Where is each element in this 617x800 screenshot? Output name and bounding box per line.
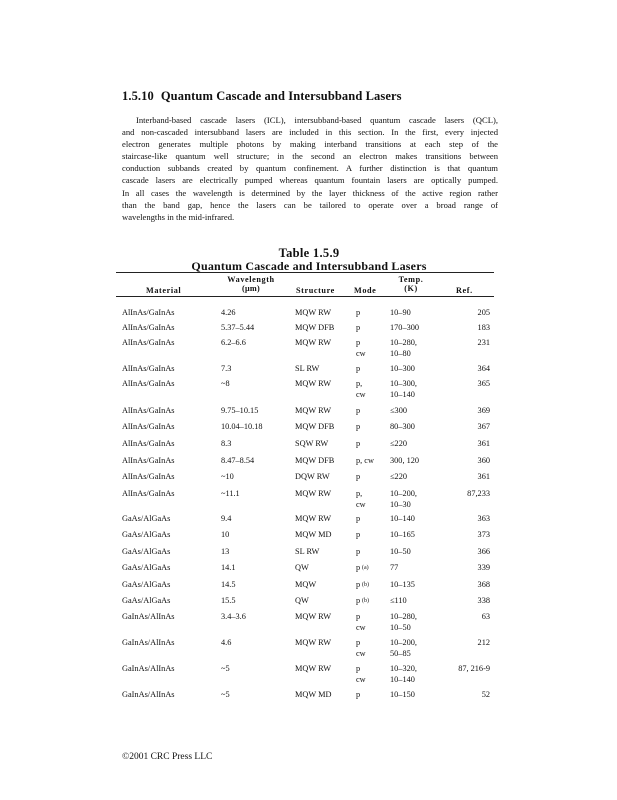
cell-structure: QW [295, 596, 309, 605]
cell-structure: MQW RW [295, 514, 332, 523]
intro-line: wavelengths in the mid-infrared. [122, 211, 235, 222]
cell-temp-secondary: 50–85 [390, 649, 411, 658]
header-temp-unit: (K) [404, 284, 418, 293]
cell-material: AlInAs/GaInAs [122, 308, 175, 317]
cell-mode: p [356, 439, 361, 448]
cell-mode-footnote: (b) [362, 582, 369, 588]
cell-structure: MQW MD [295, 690, 332, 699]
cell-ref: 212 [477, 638, 490, 647]
header-wavelength [220, 275, 282, 293]
cell-material: AlInAs/GaInAs [122, 406, 175, 415]
cell-ref: 366 [477, 547, 490, 556]
table-label: Table 1.5.9 [278, 246, 340, 260]
cell-temp: 170–300 [390, 323, 420, 332]
cell-structure: MQW DFB [295, 422, 335, 431]
cell-temp: ≤220 [390, 439, 407, 448]
cell-temp: 10–140 [390, 514, 415, 523]
cell-ref: 360 [477, 456, 490, 465]
cell-mode: p [356, 422, 361, 431]
cell-material: AlInAs/GaInAs [122, 439, 175, 448]
cell-ref: 63 [481, 612, 490, 621]
cell-material: GaAs/AlGaAs [122, 563, 171, 572]
header-temp [388, 275, 434, 293]
cell-temp: 10–150 [390, 690, 415, 699]
intro-line: cascade lasers are electrically pumped whereas quantum fountain lasers are optically pumped. [122, 175, 498, 186]
table-top-rule [116, 272, 494, 273]
cell-wavelength: 13 [221, 547, 230, 556]
cell-ref: 364 [477, 364, 490, 373]
table-row [0, 638, 617, 662]
table-row [0, 338, 617, 362]
cell-mode: p [356, 514, 361, 523]
cell-mode-secondary: cw [356, 349, 366, 358]
cell-structure: MQW RW [295, 612, 332, 621]
intro-line: Interband-based cascade lasers (ICL), intersubband-based quantum cascade lasers (QCL), [136, 115, 498, 125]
cell-wavelength: 5.37–5.44 [221, 323, 255, 332]
cell-temp: 10–280, [390, 338, 417, 347]
cell-material: GaAs/AlGaAs [122, 514, 171, 523]
cell-structure: SQW RW [295, 439, 329, 448]
cell-structure: MQW RW [295, 308, 332, 317]
cell-ref: 367 [477, 422, 490, 431]
cell-wavelength: ~5 [221, 664, 230, 673]
section-title: Quantum Cascade and Intersubband Lasers [160, 89, 402, 103]
table-title: Quantum Cascade and Intersubband Lasers [191, 259, 427, 273]
cell-temp: 10–50 [390, 547, 411, 556]
cell-structure: MQW RW [295, 338, 332, 347]
cell-mode: p [356, 364, 361, 373]
cell-material: GaAs/AlGaAs [122, 547, 171, 556]
header-material: Material [146, 286, 182, 295]
cell-wavelength: 15.5 [221, 596, 236, 605]
cell-ref: 365 [477, 379, 490, 388]
cell-material: AlInAs/GaInAs [122, 456, 175, 465]
intro-line: staircase-like quantum well structure; in the second an electron makes transitions between [122, 151, 498, 162]
cell-wavelength: ~11.1 [221, 489, 240, 498]
table-row [0, 612, 617, 636]
cell-wavelength: 10.04–10.18 [221, 422, 263, 431]
cell-material: AlInAs/GaInAs [122, 422, 175, 431]
cell-structure: MQW RW [295, 638, 332, 647]
cell-structure: MQW RW [295, 664, 332, 673]
cell-ref: 338 [477, 596, 490, 605]
cell-wavelength: ~5 [221, 690, 230, 699]
cell-ref: 183 [477, 323, 490, 332]
cell-wavelength: 4.26 [221, 308, 236, 317]
cell-mode-secondary: cw [356, 623, 366, 632]
cell-wavelength: ~10 [221, 472, 234, 481]
cell-ref: 369 [477, 406, 490, 415]
cell-temp: 10–280, [390, 612, 417, 621]
cell-wavelength: 9.75–10.15 [221, 406, 259, 415]
cell-material: AlInAs/GaInAs [122, 379, 175, 388]
cell-ref: 361 [477, 472, 490, 481]
cell-material: GaInAs/AlInAs [122, 612, 175, 621]
cell-material: GaInAs/AlInAs [122, 664, 175, 673]
cell-temp: 10–165 [390, 530, 415, 539]
cell-ref: 87, 216-9 [458, 664, 490, 673]
cell-structure: MQW RW [295, 406, 332, 415]
cell-structure: DQW RW [295, 472, 330, 481]
table-header-rule [116, 296, 494, 297]
cell-temp: ≤110 [390, 596, 407, 605]
cell-wavelength: ~8 [221, 379, 230, 388]
cell-mode: p [356, 580, 361, 589]
cell-temp-secondary: 10–80 [390, 349, 411, 358]
cell-structure: SL RW [295, 364, 320, 373]
cell-structure: MQW RW [295, 489, 332, 498]
section-heading [122, 89, 402, 104]
cell-wavelength: 3.4–3.6 [221, 612, 246, 621]
cell-wavelength: 4.6 [221, 638, 232, 647]
cell-material: AlInAs/GaInAs [122, 364, 175, 373]
cell-material: GaAs/AlGaAs [122, 596, 171, 605]
cell-mode-secondary: cw [356, 649, 366, 658]
cell-wavelength: 14.1 [221, 563, 236, 572]
cell-mode: p [356, 406, 361, 415]
table-row [0, 489, 617, 513]
cell-wavelength: 7.3 [221, 364, 232, 373]
cell-temp-secondary: 10–30 [390, 500, 411, 509]
section-number: 1.5.10 [122, 89, 154, 103]
cell-ref: 363 [477, 514, 490, 523]
intro-line: and non-cascaded intersubband lasers are included in this section. In the first, every injected [122, 127, 498, 138]
cell-temp: 10–300 [390, 364, 415, 373]
cell-structure: QW [295, 563, 309, 572]
cell-ref: 373 [477, 530, 490, 539]
cell-material: GaAs/AlGaAs [122, 580, 171, 589]
cell-mode: p [356, 638, 361, 647]
cell-mode-footnote: (b) [362, 598, 369, 604]
cell-temp: ≤300 [390, 406, 407, 415]
cell-temp: 77 [390, 563, 399, 572]
header-ref: Ref. [456, 286, 473, 295]
cell-wavelength: 6.2–6.6 [221, 338, 246, 347]
cell-mode-secondary: cw [356, 500, 366, 509]
cell-temp: 10–135 [390, 580, 415, 589]
cell-ref: 52 [481, 690, 490, 699]
cell-structure: SL RW [295, 547, 320, 556]
cell-wavelength: 10 [221, 530, 230, 539]
cell-ref: 368 [477, 580, 490, 589]
cell-material: GaInAs/AlInAs [122, 690, 175, 699]
cell-mode: p [356, 530, 361, 539]
cell-mode: p [356, 664, 361, 673]
intro-line: conduction subbands created by quantum confinement. A further distinction is that quantum [122, 163, 498, 174]
cell-temp: 10–300, [390, 379, 417, 388]
table-row [0, 379, 617, 403]
header-structure: Structure [296, 286, 335, 295]
cell-temp: 10–200, [390, 638, 417, 647]
cell-temp: 80–300 [390, 422, 415, 431]
cell-mode: p [356, 596, 361, 605]
cell-mode: p [356, 563, 361, 572]
cell-ref: 87,233 [467, 489, 490, 498]
cell-ref: 361 [477, 439, 490, 448]
intro-line: In all cases the wavelength is determined by the layer thickness of the active region rather [122, 187, 498, 198]
cell-temp-secondary: 10–140 [390, 390, 415, 399]
cell-ref: 231 [477, 338, 490, 347]
cell-material: AlInAs/GaInAs [122, 489, 175, 498]
cell-mode: p, [356, 379, 363, 388]
cell-material: GaInAs/AlInAs [122, 638, 175, 647]
cell-temp: 10–320, [390, 664, 417, 673]
header-mode: Mode [354, 286, 377, 295]
intro-paragraph [122, 114, 498, 223]
cell-structure: MQW MD [295, 530, 332, 539]
cell-wavelength: 8.3 [221, 439, 232, 448]
cell-temp: ≤220 [390, 472, 407, 481]
cell-structure: MQW [295, 580, 317, 589]
cell-wavelength: 8.47–8.54 [221, 456, 255, 465]
cell-mode: p [356, 308, 361, 317]
cell-mode-footnote: (a) [362, 565, 369, 571]
cell-structure: MQW DFB [295, 456, 335, 465]
header-temp-label: Temp. [398, 275, 424, 284]
cell-material: AlInAs/GaInAs [122, 338, 175, 347]
cell-mode: p, [356, 489, 363, 498]
cell-mode: p [356, 690, 361, 699]
cell-material: AlInAs/GaInAs [122, 472, 175, 481]
cell-mode: p [356, 612, 361, 621]
copyright-footer: ©2001 CRC Press LLC [122, 752, 213, 762]
cell-mode: p, cw [356, 456, 374, 465]
intro-line: electron generates multiple photons by making interband transitions at each step of the [122, 139, 498, 150]
table-row [0, 690, 617, 714]
cell-mode-secondary: cw [356, 390, 366, 399]
cell-material: AlInAs/GaInAs [122, 323, 175, 332]
cell-wavelength: 14.5 [221, 580, 236, 589]
cell-mode: p [356, 547, 361, 556]
header-wavelength-unit: (μm) [241, 284, 261, 293]
cell-material: GaAs/AlGaAs [122, 530, 171, 539]
cell-wavelength: 9.4 [221, 514, 232, 523]
header-wavelength-label: Wavelength [227, 275, 275, 284]
cell-mode: p [356, 338, 361, 347]
cell-temp: 10–90 [390, 308, 411, 317]
cell-temp-secondary: 10–50 [390, 623, 411, 632]
cell-ref: 205 [477, 308, 490, 317]
cell-temp-secondary: 10–140 [390, 675, 415, 684]
cell-temp: 10–200, [390, 489, 417, 498]
cell-structure: MQW RW [295, 379, 332, 388]
cell-mode: p [356, 472, 361, 481]
table-row [0, 664, 617, 688]
intro-line: than the band gap, hence the lasers can be tailored to operate over a broad range of [122, 199, 498, 210]
cell-mode-secondary: cw [356, 675, 366, 684]
cell-temp: 300, 120 [390, 456, 420, 465]
cell-structure: MQW DFB [295, 323, 335, 332]
cell-ref: 339 [477, 563, 490, 572]
cell-mode: p [356, 323, 361, 332]
